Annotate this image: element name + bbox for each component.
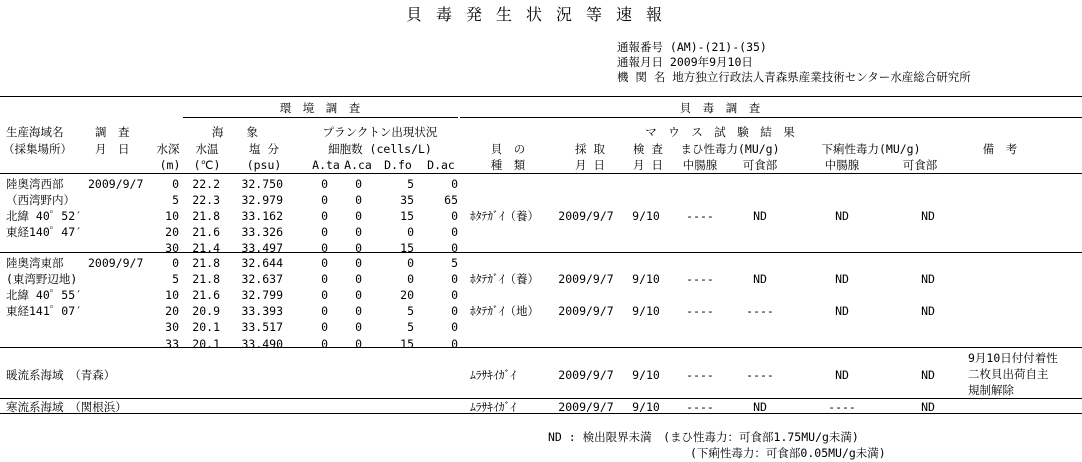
header-bottom-rule <box>0 173 1082 174</box>
col-collect: 採 取 <box>575 142 605 156</box>
page-title: 貝毒発生状況等速報 <box>405 5 677 24</box>
cell-depth: 0 <box>172 256 179 270</box>
cold-species: ﾑﾗｻｷｲｶﾞｲ <box>470 400 516 414</box>
report-date: 通報月日 2009年9月10日 <box>617 55 753 69</box>
cell-dfo: 0 <box>407 272 414 286</box>
cell-psp-edible: ---- <box>746 304 774 318</box>
cold-area: 寒流系海域 （関根浜） <box>6 400 127 414</box>
cell-dfo: 35 <box>400 193 414 207</box>
cell-aca: 0 <box>355 288 362 302</box>
cell-area: 北緯 40゜52′ <box>6 209 83 223</box>
cell-collect-date: 2009/9/7 <box>558 304 614 318</box>
cold-collect-date: 2009/9/7 <box>558 400 614 414</box>
cell-salinity: 32.644 <box>241 256 283 270</box>
cell-dfo: 5 <box>407 320 414 334</box>
cell-temp: 21.6 <box>192 288 220 302</box>
cold-dsp-gland: ---- <box>828 400 856 414</box>
cell-psp-gland: ---- <box>686 209 714 223</box>
cell-dsp-gland: ND <box>835 304 849 318</box>
cell-salinity: 33.517 <box>241 320 283 334</box>
cell-psp-gland: ---- <box>686 272 714 286</box>
cell-depth: 20 <box>165 304 179 318</box>
cell-temp: 21.4 <box>192 241 220 255</box>
cell-aca: 0 <box>355 272 362 286</box>
cell-dac: 65 <box>444 193 458 207</box>
cell-area: 東経140゜47′ <box>6 225 83 239</box>
agency-name: 機 関 名 地方独立行政法人青森県産業技術センター水産総合研究所 <box>617 70 971 84</box>
cell-dac: 0 <box>451 177 458 191</box>
cell-dsp-edible: ND <box>921 304 935 318</box>
env-survey-heading: 環 境 調 査 <box>279 101 361 115</box>
cell-dac: 0 <box>451 272 458 286</box>
warm-collect-date: 2009/9/7 <box>558 368 614 382</box>
cell-depth: 5 <box>172 272 179 286</box>
cell-depth: 33 <box>165 337 179 351</box>
col-dfo: D.fo <box>384 158 412 172</box>
col-depth: 水深 <box>156 142 180 156</box>
cell-temp: 21.8 <box>192 272 220 286</box>
cell-dac: 0 <box>451 225 458 239</box>
cell-temp: 21.8 <box>192 256 220 270</box>
table-bottom-rule <box>0 413 1082 414</box>
cell-dac: 0 <box>451 304 458 318</box>
col-survey: 調 査 <box>95 125 130 139</box>
cell-dsp-gland: ND <box>835 272 849 286</box>
cell-depth: 10 <box>165 288 179 302</box>
cell-inspect-date: 9/10 <box>632 304 660 318</box>
cell-area: 陸奥湾西部 <box>6 177 64 191</box>
cell-dac: 0 <box>451 337 458 351</box>
cell-ata: 0 <box>321 320 328 334</box>
footnote-2: (下痢性毒力：可食部0.05MU/g未満) <box>690 446 886 460</box>
warm-psp-edible: ---- <box>746 368 774 382</box>
cell-temp: 20.1 <box>192 320 220 334</box>
cell-dfo: 0 <box>407 225 414 239</box>
cell-temp: 22.3 <box>192 193 220 207</box>
cell-area: 東経141゜07′ <box>6 304 83 318</box>
cell-area: 陸奥湾東部 <box>6 256 64 270</box>
cell-dfo: 0 <box>407 256 414 270</box>
cell-ata: 0 <box>321 193 328 207</box>
col-psp-edible: 可食部 <box>742 158 778 172</box>
col-inspect: 検 査 <box>633 142 663 156</box>
cell-salinity: 33.393 <box>241 304 283 318</box>
cell-dfo: 15 <box>400 209 414 223</box>
cell-dac: 0 <box>451 288 458 302</box>
col-sea: 海 象 <box>212 125 258 139</box>
cell-aca: 0 <box>355 177 362 191</box>
cell-dac: 5 <box>451 256 458 270</box>
cell-area: （西湾野内） <box>6 193 75 207</box>
toxin-group-rule <box>460 117 1082 118</box>
col-ata: A.ta <box>312 158 340 172</box>
cell-temp: 21.6 <box>192 225 220 239</box>
cold-inspect-date: 9/10 <box>632 400 660 414</box>
cell-temp: 21.8 <box>192 209 220 223</box>
cell-dfo: 20 <box>400 288 414 302</box>
col-area-sub: （採集場所） <box>3 142 72 156</box>
cell-temp: 22.2 <box>192 177 220 191</box>
footnote-1: ND : 検出限界未満 (まひ性毒力：可食部1.75MU/g未満) <box>548 430 859 444</box>
cell-psp-edible: ND <box>753 209 767 223</box>
col-dsp: 下痢性毒力(MU/g) <box>821 142 921 156</box>
col-plankton: プランクトン出現状況 <box>322 125 438 139</box>
cell-aca: 0 <box>355 225 362 239</box>
cell-survey-date: 2009/9/7 <box>88 177 144 191</box>
cell-salinity: 33.326 <box>241 225 283 239</box>
cell-salinity: 32.799 <box>241 288 283 302</box>
col-dsp-gland: 中腸腺 <box>824 158 860 172</box>
cell-depth: 30 <box>165 241 179 255</box>
group1-rule <box>0 252 1082 253</box>
col-shell-sub: 種 類 <box>490 158 526 172</box>
warm-inspect-date: 9/10 <box>632 368 660 382</box>
cell-salinity: 33.490 <box>241 337 283 351</box>
warm-remark-1: 9月10日付付着性 <box>968 351 1058 365</box>
group2-rule <box>0 347 1082 348</box>
cell-species: ﾎﾀﾃｶﾞｲ（地） <box>470 304 539 318</box>
warm-dsp-gland: ND <box>835 368 849 382</box>
cell-salinity: 32.979 <box>241 193 283 207</box>
cell-ata: 0 <box>321 209 328 223</box>
cell-species: ﾎﾀﾃｶﾞｲ（養） <box>470 272 539 286</box>
cell-aca: 0 <box>355 304 362 318</box>
cell-inspect-date: 9/10 <box>632 209 660 223</box>
cell-collect-date: 2009/9/7 <box>558 272 614 286</box>
col-dsp-edible: 可食部 <box>902 158 938 172</box>
report-number: 通報番号 (AM)-(21)-(35) <box>617 40 767 54</box>
cell-ata: 0 <box>321 272 328 286</box>
col-temp: 水温 <box>195 142 219 156</box>
cell-survey-date: 2009/9/7 <box>88 256 144 270</box>
cold-dsp-edible: ND <box>921 400 935 414</box>
col-survey-sub: 月 日 <box>95 142 130 156</box>
cell-dfo: 15 <box>400 337 414 351</box>
cell-salinity: 32.750 <box>241 177 283 191</box>
cell-ata: 0 <box>321 337 328 351</box>
header-top-rule <box>0 96 1082 97</box>
cell-temp: 20.9 <box>192 304 220 318</box>
cell-ata: 0 <box>321 177 328 191</box>
cell-ata: 0 <box>321 304 328 318</box>
cell-ata: 0 <box>321 256 328 270</box>
col-shell: 貝 の <box>490 142 526 156</box>
cell-psp-gland: ---- <box>686 304 714 318</box>
cell-depth: 10 <box>165 209 179 223</box>
cell-depth: 5 <box>172 193 179 207</box>
col-cell-count: 細胞数 (cells/L) <box>328 142 432 156</box>
env-group-rule <box>183 117 458 118</box>
cell-salinity: 32.637 <box>241 272 283 286</box>
warm-psp-gland: ---- <box>686 368 714 382</box>
warm-remark-3: 規制解除 <box>968 383 1014 397</box>
col-inspect-sub: 月 日 <box>633 158 663 172</box>
col-mouse-test: マ ウ ス 試 験 結 果 <box>645 125 795 139</box>
cell-psp-edible: ND <box>753 272 767 286</box>
toxin-survey-heading: 貝 毒 調 査 <box>679 101 761 115</box>
col-remarks: 備 考 <box>982 142 1018 156</box>
warm-remark-2: 二枚貝出荷自主 <box>968 367 1049 381</box>
cell-ata: 0 <box>321 241 328 255</box>
col-aca: A.ca <box>344 158 372 172</box>
col-depth-unit: (m) <box>159 158 181 172</box>
cell-ata: 0 <box>321 225 328 239</box>
cell-dac: 0 <box>451 209 458 223</box>
col-salinity: 塩 分 <box>249 142 279 156</box>
col-psp: まひ性毒力(MU/g) <box>680 142 780 156</box>
cell-inspect-date: 9/10 <box>632 272 660 286</box>
group3-rule <box>0 398 1082 399</box>
cell-dsp-edible: ND <box>921 272 935 286</box>
cell-aca: 0 <box>355 256 362 270</box>
warm-area: 暖流系海域 （青森） <box>6 368 116 382</box>
cell-dsp-edible: ND <box>921 209 935 223</box>
cell-area: (東湾野辺地) <box>6 272 78 286</box>
cell-species: ﾎﾀﾃｶﾞｲ（養） <box>470 209 539 223</box>
cold-psp-edible: ND <box>753 400 767 414</box>
cell-aca: 0 <box>355 193 362 207</box>
cell-aca: 0 <box>355 320 362 334</box>
warm-dsp-edible: ND <box>921 368 935 382</box>
cell-temp: 20.1 <box>192 337 220 351</box>
col-dac: D.ac <box>427 158 455 172</box>
cell-aca: 0 <box>355 209 362 223</box>
cold-psp-gland: ---- <box>686 400 714 414</box>
cell-dfo: 15 <box>400 241 414 255</box>
cell-aca: 0 <box>355 337 362 351</box>
col-salinity-unit: (psu) <box>246 158 282 172</box>
cell-area: 北緯 40゜55′ <box>6 288 83 302</box>
cell-dac: 0 <box>451 320 458 334</box>
cell-collect-date: 2009/9/7 <box>558 209 614 223</box>
cell-depth: 20 <box>165 225 179 239</box>
cell-dfo: 5 <box>407 177 414 191</box>
cell-ata: 0 <box>321 288 328 302</box>
cell-salinity: 33.497 <box>241 241 283 255</box>
cell-depth: 30 <box>165 320 179 334</box>
cell-dac: 0 <box>451 241 458 255</box>
cell-aca: 0 <box>355 241 362 255</box>
col-collect-sub: 月 日 <box>575 158 605 172</box>
cell-salinity: 33.162 <box>241 209 283 223</box>
cell-dsp-gland: ND <box>835 209 849 223</box>
col-psp-gland: 中腸腺 <box>682 158 718 172</box>
cell-depth: 0 <box>172 177 179 191</box>
warm-species: ﾑﾗｻｷｲｶﾞｲ <box>470 368 516 382</box>
cell-dfo: 5 <box>407 304 414 318</box>
col-area: 生産海域名 <box>6 125 64 139</box>
col-temp-unit: (℃) <box>193 158 221 172</box>
